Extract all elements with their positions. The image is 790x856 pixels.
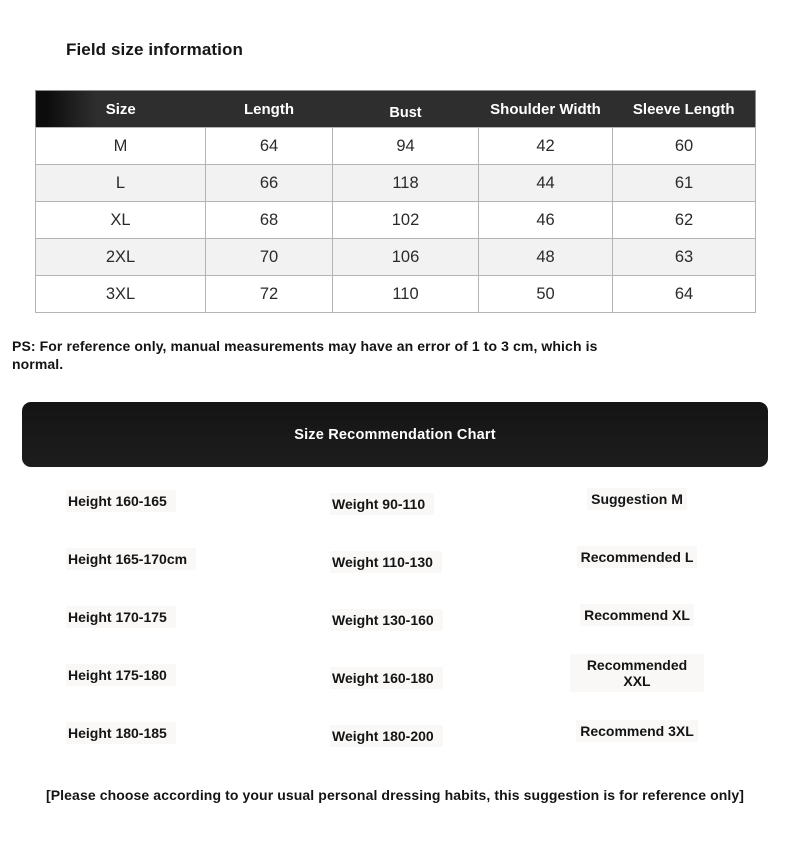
cell-size: XL: [36, 202, 206, 239]
cell-length: 64: [206, 128, 333, 165]
table-row-3xl: [36, 276, 756, 313]
col-header-shoulder-width: Shoulder Width: [490, 100, 601, 118]
size-table-container: [35, 90, 755, 313]
cell-length: 68: [206, 202, 333, 239]
cell-bust: 110: [333, 276, 479, 313]
banner-title: Size Recommendation Chart: [294, 426, 496, 443]
cell-shoulder-width: 50: [479, 276, 613, 313]
size-suggestion: Recommended XXL: [570, 654, 790, 692]
weight-range: Weight 130-160: [330, 609, 570, 631]
cell-length: 72: [206, 276, 333, 313]
bottom-note: [Please choose according to your usual personal dressing habits, this suggestion is for reference only]: [45, 787, 745, 803]
size-suggestion: Recommend XL: [570, 604, 790, 626]
weight-range: Weight 180-200: [330, 725, 570, 747]
size-table-header-row: [36, 91, 756, 128]
size-suggestion: Suggestion M: [570, 488, 790, 510]
cell-sleeve-length: 62: [613, 202, 756, 239]
cell-sleeve-length: 60: [613, 128, 756, 165]
recommendation-row: [0, 472, 790, 530]
table-row-m: [36, 128, 756, 165]
col-header-sleeve-length: Sleeve Length: [632, 100, 735, 118]
height-range: Height 165-170cm: [66, 548, 330, 570]
cell-size: 2XL: [36, 239, 206, 276]
table-row-xl: [36, 202, 756, 239]
col-header-length: Length: [244, 100, 294, 118]
cell-length: 70: [206, 239, 333, 276]
size-table: [35, 90, 756, 313]
size-recommendation-banner: [22, 402, 768, 467]
weight-range: Weight 90-110: [330, 493, 570, 515]
cell-sleeve-length: 61: [613, 165, 756, 202]
height-range: Height 170-175: [66, 606, 330, 628]
recommendation-row: [0, 588, 790, 646]
cell-length: 66: [206, 165, 333, 202]
table-row-l: [36, 165, 756, 202]
size-table-body: [36, 128, 756, 313]
cell-sleeve-length: 64: [613, 276, 756, 313]
cell-bust: 118: [333, 165, 479, 202]
size-suggestion: Recommended L: [570, 546, 790, 568]
height-range: Height 160-165: [66, 490, 330, 512]
recommendation-section: [0, 467, 790, 762]
cell-shoulder-width: 48: [479, 239, 613, 276]
table-row-2xl: [36, 239, 756, 276]
cell-bust: 102: [333, 202, 479, 239]
cell-bust: 106: [333, 239, 479, 276]
ps-note: PS: For reference only, manual measurements may have an error of 1 to 3 cm, which is normal.: [12, 338, 598, 372]
height-range: Height 175-180: [66, 664, 330, 686]
col-header-size: Size: [105, 100, 136, 118]
cell-size: 3XL: [36, 276, 206, 313]
col-header-bust: Bust: [389, 104, 422, 121]
cell-shoulder-width: 46: [479, 202, 613, 239]
cell-sleeve-length: 63: [613, 239, 756, 276]
recommendation-row: [0, 530, 790, 588]
recommendation-row: [0, 646, 790, 704]
size-table-header: [36, 91, 756, 128]
cell-size: L: [36, 165, 206, 202]
height-range: Height 180-185: [66, 722, 330, 744]
cell-shoulder-width: 42: [479, 128, 613, 165]
weight-range: Weight 110-130: [330, 551, 570, 573]
cell-size: M: [36, 128, 206, 165]
cell-shoulder-width: 44: [479, 165, 613, 202]
recommendation-row: [0, 704, 790, 762]
cell-bust: 94: [333, 128, 479, 165]
page-title: Field size information: [66, 40, 243, 59]
size-suggestion: Recommend 3XL: [570, 720, 790, 742]
weight-range: Weight 160-180: [330, 667, 570, 689]
